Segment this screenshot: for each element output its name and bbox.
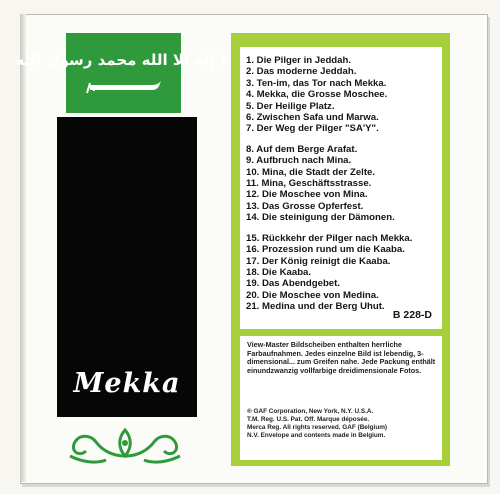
slide-list (246, 55, 412, 313)
legal-line: ® GAF Corporation, New York, N.Y. U.S.A. (247, 408, 374, 415)
list-item: 2. Das moderne Jeddah. (246, 66, 357, 78)
list-item: 21. Medina und der Berg Uhut. (246, 301, 385, 313)
list-item: 7. Der Weg der Pilger "SA'Y". (246, 123, 379, 135)
list-item: 17. Der König reinigt die Kaaba. (246, 255, 391, 267)
list-item: 14. Die steinigung der Dämonen. (246, 212, 395, 224)
list-item: 9. Aufbruch nach Mina. (246, 155, 352, 167)
list-item: 16. Prozession rund um die Kaaba. (246, 244, 405, 256)
list-item: 5. Der Heilige Platz. (246, 100, 335, 112)
list-item: 19. Das Abendgebet. (246, 278, 341, 290)
list-item: 4. Mekka, die Grosse Moschee. (246, 89, 388, 101)
list-item: 18. Die Kaaba. (246, 266, 312, 278)
list-item: 6. Zwischen Safa und Marwa. (246, 112, 379, 124)
list-item: 8. Auf dem Berge Arafat. (246, 143, 358, 155)
list-item: 15. Rückkehr der Pilger nach Mekka. (246, 232, 413, 244)
packet-edge (20, 14, 26, 482)
flag-inscription: لا إله إلا الله محمد رسول الله (15, 51, 231, 69)
list-item: 1. Die Pilger in Jeddah. (246, 55, 352, 66)
legal-line: T.M. Reg. U.S. Pat. Off. Marque déposée. (247, 416, 370, 424)
legal-line: Merca Reg. All rights reserved. GAF (Belgium) (247, 424, 388, 432)
list-item: 20. Die Moschee von Medina. (246, 289, 379, 301)
list-item: 12. Die Moschee von Mina. (246, 189, 368, 201)
list-item: 13. Das Grosse Opferfest. (246, 200, 364, 212)
cover-title: Mekka (73, 368, 181, 399)
cover-image-panel (57, 117, 197, 417)
ornament-icon (66, 426, 184, 466)
legal-notice (247, 408, 437, 440)
list-item: 11. Mina, Geschäftsstrasse. (246, 178, 372, 190)
info-panel (240, 336, 442, 460)
flag-emblem-icon (15, 33, 231, 113)
product-description: View-Master Bildscheiben enthalten herrliche Farbaufnahmen. Jedes einzelne Bild ist lebendig, 3-dimensional... zum Greifen nahe. Jede Packung enthält einundzwanzig vollfarbige dreidimensionale Fotos. (247, 340, 436, 375)
saudi-flag (15, 33, 231, 113)
list-item: 10. Mina, die Stadt der Zelte. (246, 166, 376, 178)
catalog-number: B 228-D (392, 309, 432, 321)
legal-line: N.V. Envelope and contents made in Belgium. (247, 432, 386, 440)
slide-list-panel (240, 47, 442, 329)
list-item: 3. Ten-im, das Tor nach Mekka. (246, 77, 387, 89)
